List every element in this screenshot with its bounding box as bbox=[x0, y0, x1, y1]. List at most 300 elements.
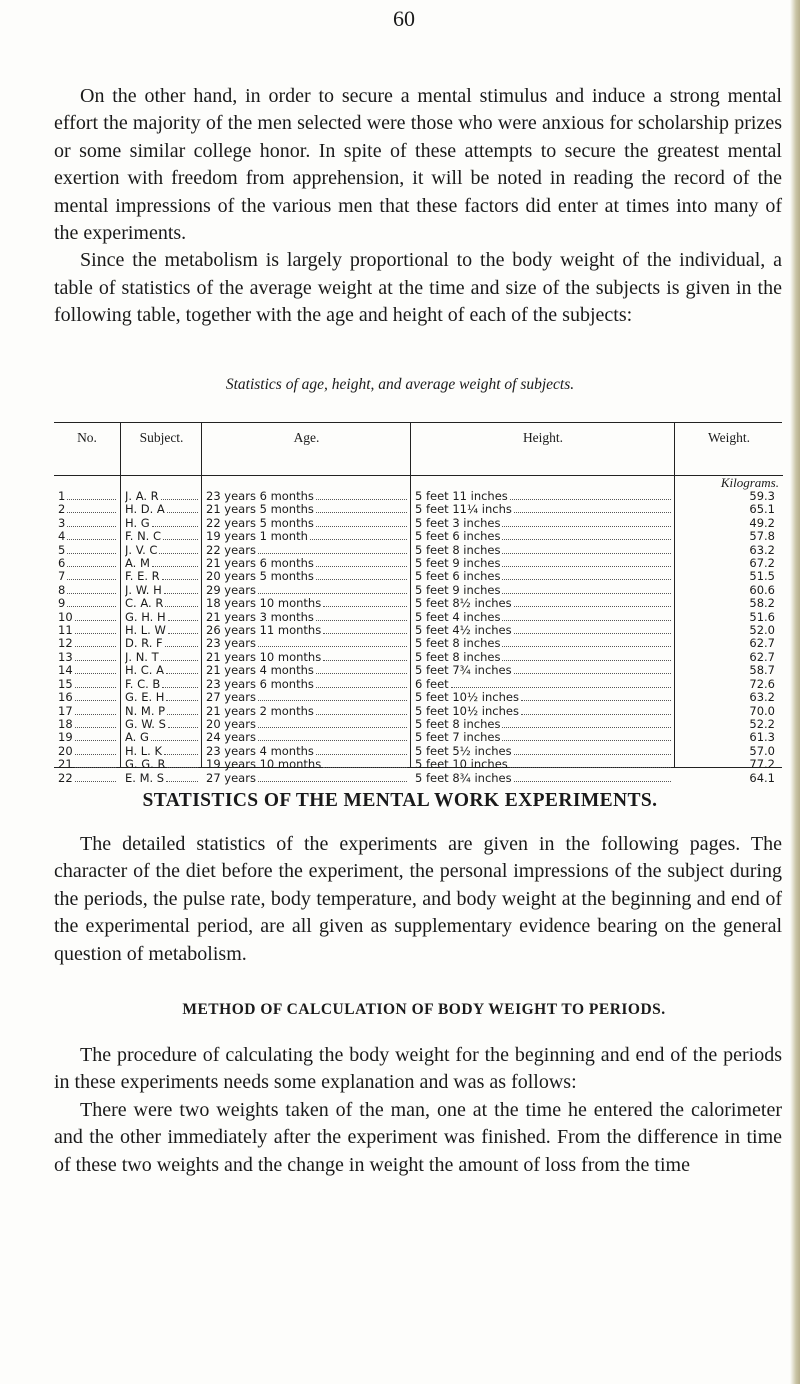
row-no bbox=[58, 758, 116, 771]
row-subject bbox=[125, 637, 198, 650]
row-age-text: 20 years bbox=[206, 717, 256, 731]
row-weight: 63.2 bbox=[749, 691, 775, 705]
row-subject bbox=[125, 772, 198, 785]
dot-leader bbox=[502, 660, 671, 661]
row-no-text: 4 bbox=[58, 530, 66, 544]
dot-leader bbox=[514, 754, 671, 755]
row-weight: 62.7 bbox=[749, 637, 775, 651]
dot-leader bbox=[75, 673, 116, 674]
dot-leader bbox=[258, 553, 407, 554]
row-height-text: 5 feet 5½ inches bbox=[415, 744, 512, 758]
row-height bbox=[415, 678, 671, 691]
dot-leader bbox=[167, 767, 198, 768]
row-height-text: 5 feet 6 inches bbox=[415, 530, 501, 544]
row-no-text: 22 bbox=[58, 771, 73, 785]
row-age-text: 27 years bbox=[206, 691, 256, 705]
row-age bbox=[206, 758, 407, 771]
row-weight: 57.0 bbox=[749, 744, 775, 758]
row-age bbox=[206, 651, 407, 664]
dot-leader bbox=[316, 754, 407, 755]
row-age bbox=[206, 705, 407, 718]
row-weight: 60.6 bbox=[749, 583, 775, 597]
row-age-text: 23 years bbox=[206, 637, 256, 651]
row-weight: 70.0 bbox=[749, 704, 775, 718]
dot-leader bbox=[164, 593, 198, 594]
row-no-text: 19 bbox=[58, 731, 73, 745]
header-age: Age. bbox=[293, 430, 320, 445]
dot-leader bbox=[510, 767, 671, 768]
row-height bbox=[415, 503, 671, 516]
dot-leader bbox=[316, 714, 407, 715]
row-no-text: 3 bbox=[58, 516, 66, 530]
dot-leader bbox=[162, 579, 198, 580]
dot-leader bbox=[75, 781, 116, 782]
row-height bbox=[415, 691, 671, 704]
row-height bbox=[415, 664, 671, 677]
row-no-text: 10 bbox=[58, 610, 73, 624]
dot-leader bbox=[323, 606, 407, 607]
row-no-text: 12 bbox=[58, 637, 73, 651]
dot-leader bbox=[151, 740, 198, 741]
dot-leader bbox=[316, 512, 407, 513]
dot-leader bbox=[502, 593, 671, 594]
no-cells bbox=[58, 490, 116, 785]
row-no bbox=[58, 731, 116, 744]
row-age bbox=[206, 557, 407, 570]
dot-leader bbox=[152, 566, 198, 567]
row-height bbox=[415, 544, 671, 557]
dot-leader bbox=[166, 700, 198, 701]
row-weight: 57.8 bbox=[749, 530, 775, 544]
section-text bbox=[54, 831, 782, 968]
row-age bbox=[206, 530, 407, 543]
row-height-text: 5 feet 3 inches bbox=[415, 516, 501, 530]
dot-leader bbox=[75, 767, 116, 768]
method-paragraph-2: There were two weights taken of the man, one at the time he entered the calorimeter and the other immediately after the experiment was finished. From the difference in time of these two weights and the change in weight the amount of loss from the time bbox=[54, 1098, 782, 1176]
section-heading: STATISTICS OF THE MENTAL WORK EXPERIMENTS. bbox=[142, 790, 658, 811]
row-age-text: 23 years 6 months bbox=[206, 490, 314, 503]
dot-leader bbox=[75, 660, 116, 661]
row-age bbox=[206, 772, 407, 785]
row-no-text: 6 bbox=[58, 557, 66, 571]
row-no-text: 1 bbox=[58, 490, 66, 503]
row-age bbox=[206, 624, 407, 637]
row-subject bbox=[125, 745, 198, 758]
dot-leader bbox=[67, 606, 116, 607]
intro-paragraph-1: On the other hand, in order to secure a mental stimulus and induce a strong mental effort the majority of the men selected were those who were anxious for scholarship prizes or some similar college honor. In spite of these attempts to secure the greatest mental exertion with freedom from apprehension, it will be noted in reading the record of the mental impressions of the various men that these factors did enter at times into many of the experiments. bbox=[54, 85, 782, 245]
row-age-text: 19 years 1 month bbox=[206, 530, 308, 544]
row-age bbox=[206, 731, 407, 744]
row-weight: 62.7 bbox=[749, 650, 775, 664]
row-subject-text: E. M. S bbox=[125, 771, 165, 785]
height-cells bbox=[415, 490, 671, 785]
row-age bbox=[206, 544, 407, 557]
row-subject bbox=[125, 758, 198, 771]
row-no-text: 20 bbox=[58, 744, 73, 758]
row-age-text: 21 years 3 months bbox=[206, 610, 314, 624]
intro-paragraph-2: Since the metabolism is largely proportional to the body weight of the individual, a table of statistics of the average weight at the time and size of the subjects is given in the following table, together with the age and height of each of the subjects: bbox=[54, 249, 782, 327]
row-no-text: 2 bbox=[58, 503, 66, 517]
row-height bbox=[415, 517, 671, 530]
row-height-text: 5 feet 7¾ inches bbox=[415, 664, 512, 678]
row-no bbox=[58, 557, 116, 570]
row-age bbox=[206, 718, 407, 731]
row-no bbox=[58, 597, 116, 610]
dot-leader bbox=[316, 579, 407, 580]
row-no bbox=[58, 718, 116, 731]
dot-leader bbox=[258, 646, 407, 647]
row-weight: 67.2 bbox=[749, 557, 775, 571]
dot-leader bbox=[67, 526, 116, 527]
row-height bbox=[415, 624, 671, 637]
row-height-text: 5 feet 8 inches bbox=[415, 717, 501, 731]
row-subject-text: H. D. A bbox=[125, 503, 165, 517]
intro-text bbox=[54, 83, 782, 330]
row-no bbox=[58, 530, 116, 543]
row-age bbox=[206, 678, 407, 691]
column-no bbox=[54, 423, 120, 785]
dot-leader bbox=[316, 566, 407, 567]
dot-leader bbox=[323, 633, 407, 634]
dot-leader bbox=[162, 687, 198, 688]
row-no bbox=[58, 637, 116, 650]
row-weight: 65.1 bbox=[749, 503, 775, 517]
row-age-text: 26 years 11 months bbox=[206, 624, 322, 638]
row-height-text: 5 feet 4 inches bbox=[415, 610, 501, 624]
row-subject-text: J. V. C bbox=[125, 543, 158, 557]
row-no bbox=[58, 517, 116, 530]
row-age bbox=[206, 664, 407, 677]
row-subject bbox=[125, 544, 198, 557]
row-no bbox=[58, 570, 116, 583]
weight-unit: Kilograms. bbox=[720, 475, 779, 490]
row-no bbox=[58, 503, 116, 516]
dot-leader bbox=[67, 499, 116, 500]
dot-leader bbox=[67, 593, 116, 594]
row-age bbox=[206, 570, 407, 583]
row-height-text: 5 feet 11¼ inchs bbox=[415, 503, 512, 517]
row-no-text: 7 bbox=[58, 570, 66, 584]
row-height bbox=[415, 772, 671, 785]
row-subject bbox=[125, 570, 198, 583]
dot-leader bbox=[502, 526, 671, 527]
row-no-text: 15 bbox=[58, 677, 73, 691]
row-height bbox=[415, 705, 671, 718]
row-subject-text: F. C. B bbox=[125, 677, 161, 691]
dot-leader bbox=[258, 700, 407, 701]
row-height-text: 5 feet 8 inches bbox=[415, 543, 501, 557]
row-height bbox=[415, 651, 671, 664]
dot-leader bbox=[166, 781, 198, 782]
row-age-text: 22 years bbox=[206, 543, 256, 557]
page-number: 60 bbox=[393, 6, 415, 31]
row-height bbox=[415, 758, 671, 771]
row-subject-text: G. H. H bbox=[125, 610, 166, 624]
row-subject bbox=[125, 691, 198, 704]
dot-leader bbox=[502, 579, 671, 580]
row-weight: 51.5 bbox=[749, 570, 775, 584]
row-weight: 58.7 bbox=[749, 664, 775, 678]
row-height-text: 5 feet 10 inches bbox=[415, 758, 508, 772]
row-subject-text: N. M. P bbox=[125, 704, 166, 718]
row-subject bbox=[125, 503, 198, 516]
row-height-text: 5 feet 6 inches bbox=[415, 570, 501, 584]
dot-leader bbox=[167, 512, 198, 513]
dot-leader bbox=[152, 526, 198, 527]
row-subject bbox=[125, 718, 198, 731]
dot-leader bbox=[67, 539, 116, 540]
row-age bbox=[206, 637, 407, 650]
dot-leader bbox=[502, 566, 671, 567]
row-subject bbox=[125, 530, 198, 543]
row-no bbox=[58, 691, 116, 704]
row-age bbox=[206, 490, 407, 503]
dot-leader bbox=[502, 646, 671, 647]
row-height-text: 5 feet 9 inches bbox=[415, 557, 501, 571]
row-height-text: 5 feet 11 inches bbox=[415, 490, 508, 503]
row-weight: 52.0 bbox=[749, 624, 775, 638]
row-age bbox=[206, 745, 407, 758]
dot-leader bbox=[163, 539, 198, 540]
row-height bbox=[415, 570, 671, 583]
row-weight: 63.2 bbox=[749, 543, 775, 557]
dot-leader bbox=[168, 727, 198, 728]
row-subject bbox=[125, 731, 198, 744]
dot-leader bbox=[75, 646, 116, 647]
dot-leader bbox=[316, 687, 407, 688]
row-subject-text: H. C. A bbox=[125, 664, 164, 678]
row-subject bbox=[125, 705, 198, 718]
dot-leader bbox=[75, 727, 116, 728]
row-subject-text: F. N. C bbox=[125, 530, 162, 544]
column-height bbox=[410, 423, 675, 785]
row-no bbox=[58, 584, 116, 597]
row-subject bbox=[125, 624, 198, 637]
dot-leader bbox=[451, 687, 671, 688]
row-no bbox=[58, 651, 116, 664]
row-height bbox=[415, 557, 671, 570]
row-height bbox=[415, 731, 671, 744]
row-subject-text: F. E. R bbox=[125, 570, 160, 584]
row-subject-text: J. A. R bbox=[125, 490, 159, 503]
column-weight bbox=[674, 423, 783, 785]
row-age-text: 19 years 10 months bbox=[206, 758, 322, 772]
dot-leader bbox=[159, 553, 198, 554]
row-subject bbox=[125, 597, 198, 610]
row-height-text: 6 feet bbox=[415, 677, 449, 691]
dot-leader bbox=[165, 646, 198, 647]
row-height bbox=[415, 597, 671, 610]
row-height-text: 5 feet 10½ inches bbox=[415, 691, 519, 705]
row-weight: 49.2 bbox=[749, 516, 775, 530]
dot-leader bbox=[67, 566, 116, 567]
header-height: Height. bbox=[522, 430, 564, 445]
age-cells bbox=[206, 490, 407, 785]
row-subject-text: A. M bbox=[125, 557, 150, 571]
row-no-text: 17 bbox=[58, 704, 73, 718]
row-age bbox=[206, 503, 407, 516]
dot-leader bbox=[67, 553, 116, 554]
row-no bbox=[58, 490, 116, 503]
row-subject-text: G. E. H bbox=[125, 691, 165, 705]
dot-leader bbox=[514, 781, 671, 782]
dot-leader bbox=[502, 620, 671, 621]
column-subject bbox=[120, 423, 202, 785]
row-weight: 77.2 bbox=[749, 758, 775, 772]
dot-leader bbox=[161, 660, 198, 661]
dot-leader bbox=[323, 767, 407, 768]
dot-leader bbox=[165, 606, 198, 607]
weight-cells bbox=[679, 490, 779, 785]
row-age-text: 21 years 10 months bbox=[206, 650, 322, 664]
row-age-text: 21 years 5 months bbox=[206, 503, 314, 517]
row-height bbox=[415, 490, 671, 503]
row-age-text: 18 years 10 months bbox=[206, 597, 322, 611]
row-age bbox=[206, 611, 407, 624]
dot-leader bbox=[316, 620, 407, 621]
dot-leader bbox=[75, 700, 116, 701]
section-paragraph: The detailed statistics of the experiments are given in the following pages. The character of the diet before the experiment, the personal impressions of the subject during the periods, the pulse rate, body temperature, and body weight at the beginning and end of the experimental period, are all given as supplementary evidence bearing on the general question of metabolism. bbox=[54, 833, 782, 965]
row-subject bbox=[125, 557, 198, 570]
dot-leader bbox=[323, 660, 407, 661]
row-age-text: 20 years 5 months bbox=[206, 570, 314, 584]
row-no bbox=[58, 772, 116, 785]
dot-leader bbox=[168, 620, 198, 621]
row-no-text: 8 bbox=[58, 583, 66, 597]
row-subject bbox=[125, 584, 198, 597]
row-height bbox=[415, 584, 671, 597]
dot-leader bbox=[67, 512, 116, 513]
row-age bbox=[206, 691, 407, 704]
row-subject bbox=[125, 611, 198, 624]
row-subject bbox=[125, 678, 198, 691]
dot-leader bbox=[514, 633, 671, 634]
dot-leader bbox=[168, 633, 198, 634]
row-age bbox=[206, 584, 407, 597]
row-no-text: 5 bbox=[58, 543, 66, 557]
row-subject-text: J. W. H bbox=[125, 583, 162, 597]
row-height bbox=[415, 637, 671, 650]
row-no bbox=[58, 664, 116, 677]
dot-leader bbox=[514, 606, 671, 607]
row-subject-text: G. G. R bbox=[125, 758, 166, 772]
row-height-text: 5 feet 8 inches bbox=[415, 637, 501, 651]
row-subject-text: H. L. W bbox=[125, 624, 166, 638]
row-height bbox=[415, 611, 671, 624]
row-no-text: 9 bbox=[58, 597, 66, 611]
page-edge bbox=[790, 0, 800, 1384]
row-no bbox=[58, 705, 116, 718]
row-no bbox=[58, 544, 116, 557]
row-no-text: 18 bbox=[58, 717, 73, 731]
row-height-text: 5 feet 9 inches bbox=[415, 583, 501, 597]
row-subject bbox=[125, 517, 198, 530]
dot-leader bbox=[514, 512, 671, 513]
row-weight: 51.6 bbox=[749, 610, 775, 624]
row-no-text: 14 bbox=[58, 664, 73, 678]
row-height-text: 5 feet 8 inches bbox=[415, 650, 501, 664]
row-no-text: 11 bbox=[58, 624, 73, 638]
method-heading: METHOD OF CALCULATION OF BODY WEIGHT TO PERIODS. bbox=[182, 1001, 666, 1018]
dot-leader bbox=[502, 553, 671, 554]
row-no bbox=[58, 611, 116, 624]
row-weight: 61.3 bbox=[749, 731, 775, 745]
column-age bbox=[201, 423, 411, 785]
row-subject bbox=[125, 651, 198, 664]
row-weight: 72.6 bbox=[749, 677, 775, 691]
dot-leader bbox=[166, 673, 198, 674]
dot-leader bbox=[164, 754, 198, 755]
row-height-text: 5 feet 8¾ inches bbox=[415, 771, 512, 785]
dot-leader bbox=[514, 673, 671, 674]
dot-leader bbox=[258, 781, 407, 782]
dot-leader bbox=[75, 714, 116, 715]
row-weight: 52.2 bbox=[749, 717, 775, 731]
dot-leader bbox=[167, 714, 198, 715]
dot-leader bbox=[75, 740, 116, 741]
row-age bbox=[206, 597, 407, 610]
dot-leader bbox=[521, 700, 671, 701]
dot-leader bbox=[258, 727, 407, 728]
row-no bbox=[58, 678, 116, 691]
dot-leader bbox=[310, 539, 407, 540]
dot-leader bbox=[161, 499, 198, 500]
row-no-text: 13 bbox=[58, 650, 73, 664]
dot-leader bbox=[75, 620, 116, 621]
row-age-text: 22 years 5 months bbox=[206, 516, 314, 530]
row-age-text: 21 years 4 months bbox=[206, 664, 314, 678]
subjects-table bbox=[54, 422, 782, 785]
dot-leader bbox=[502, 727, 671, 728]
header-no: No. bbox=[77, 430, 97, 445]
row-age-text: 23 years 6 months bbox=[206, 677, 314, 691]
row-subject-text: C. A. R bbox=[125, 597, 164, 611]
subject-cells bbox=[125, 490, 198, 785]
dot-leader bbox=[521, 714, 671, 715]
row-subject bbox=[125, 490, 198, 503]
dot-leader bbox=[67, 579, 116, 580]
row-height bbox=[415, 530, 671, 543]
row-subject-text: H. L. K bbox=[125, 744, 163, 758]
row-weight: 58.2 bbox=[749, 597, 775, 611]
row-subject-text: A. G bbox=[125, 731, 149, 745]
dot-leader bbox=[502, 539, 671, 540]
dot-leader bbox=[502, 740, 671, 741]
row-height-text: 5 feet 10½ inches bbox=[415, 704, 519, 718]
row-age-text: 21 years 2 months bbox=[206, 704, 314, 718]
row-height bbox=[415, 745, 671, 758]
header-weight: Weight. bbox=[707, 430, 751, 445]
dot-leader bbox=[258, 593, 407, 594]
header-subject: Subject. bbox=[139, 430, 184, 445]
row-subject-text: D. R. F bbox=[125, 637, 163, 651]
row-no bbox=[58, 624, 116, 637]
row-no bbox=[58, 745, 116, 758]
row-subject bbox=[125, 664, 198, 677]
row-subject-text: G. W. S bbox=[125, 717, 166, 731]
row-no-text: 16 bbox=[58, 691, 73, 705]
dot-leader bbox=[75, 754, 116, 755]
row-height bbox=[415, 718, 671, 731]
row-height-text: 5 feet 4½ inches bbox=[415, 624, 512, 638]
method-paragraph-1: The procedure of calculating the body weight for the beginning and end of the periods in these experiments needs some explanation and was as follows: bbox=[54, 1044, 782, 1094]
dot-leader bbox=[258, 740, 407, 741]
row-age-text: 27 years bbox=[206, 771, 256, 785]
row-no-text: 21 bbox=[58, 758, 73, 772]
row-age-text: 24 years bbox=[206, 731, 256, 745]
dot-leader bbox=[75, 633, 116, 634]
dot-leader bbox=[316, 499, 407, 500]
